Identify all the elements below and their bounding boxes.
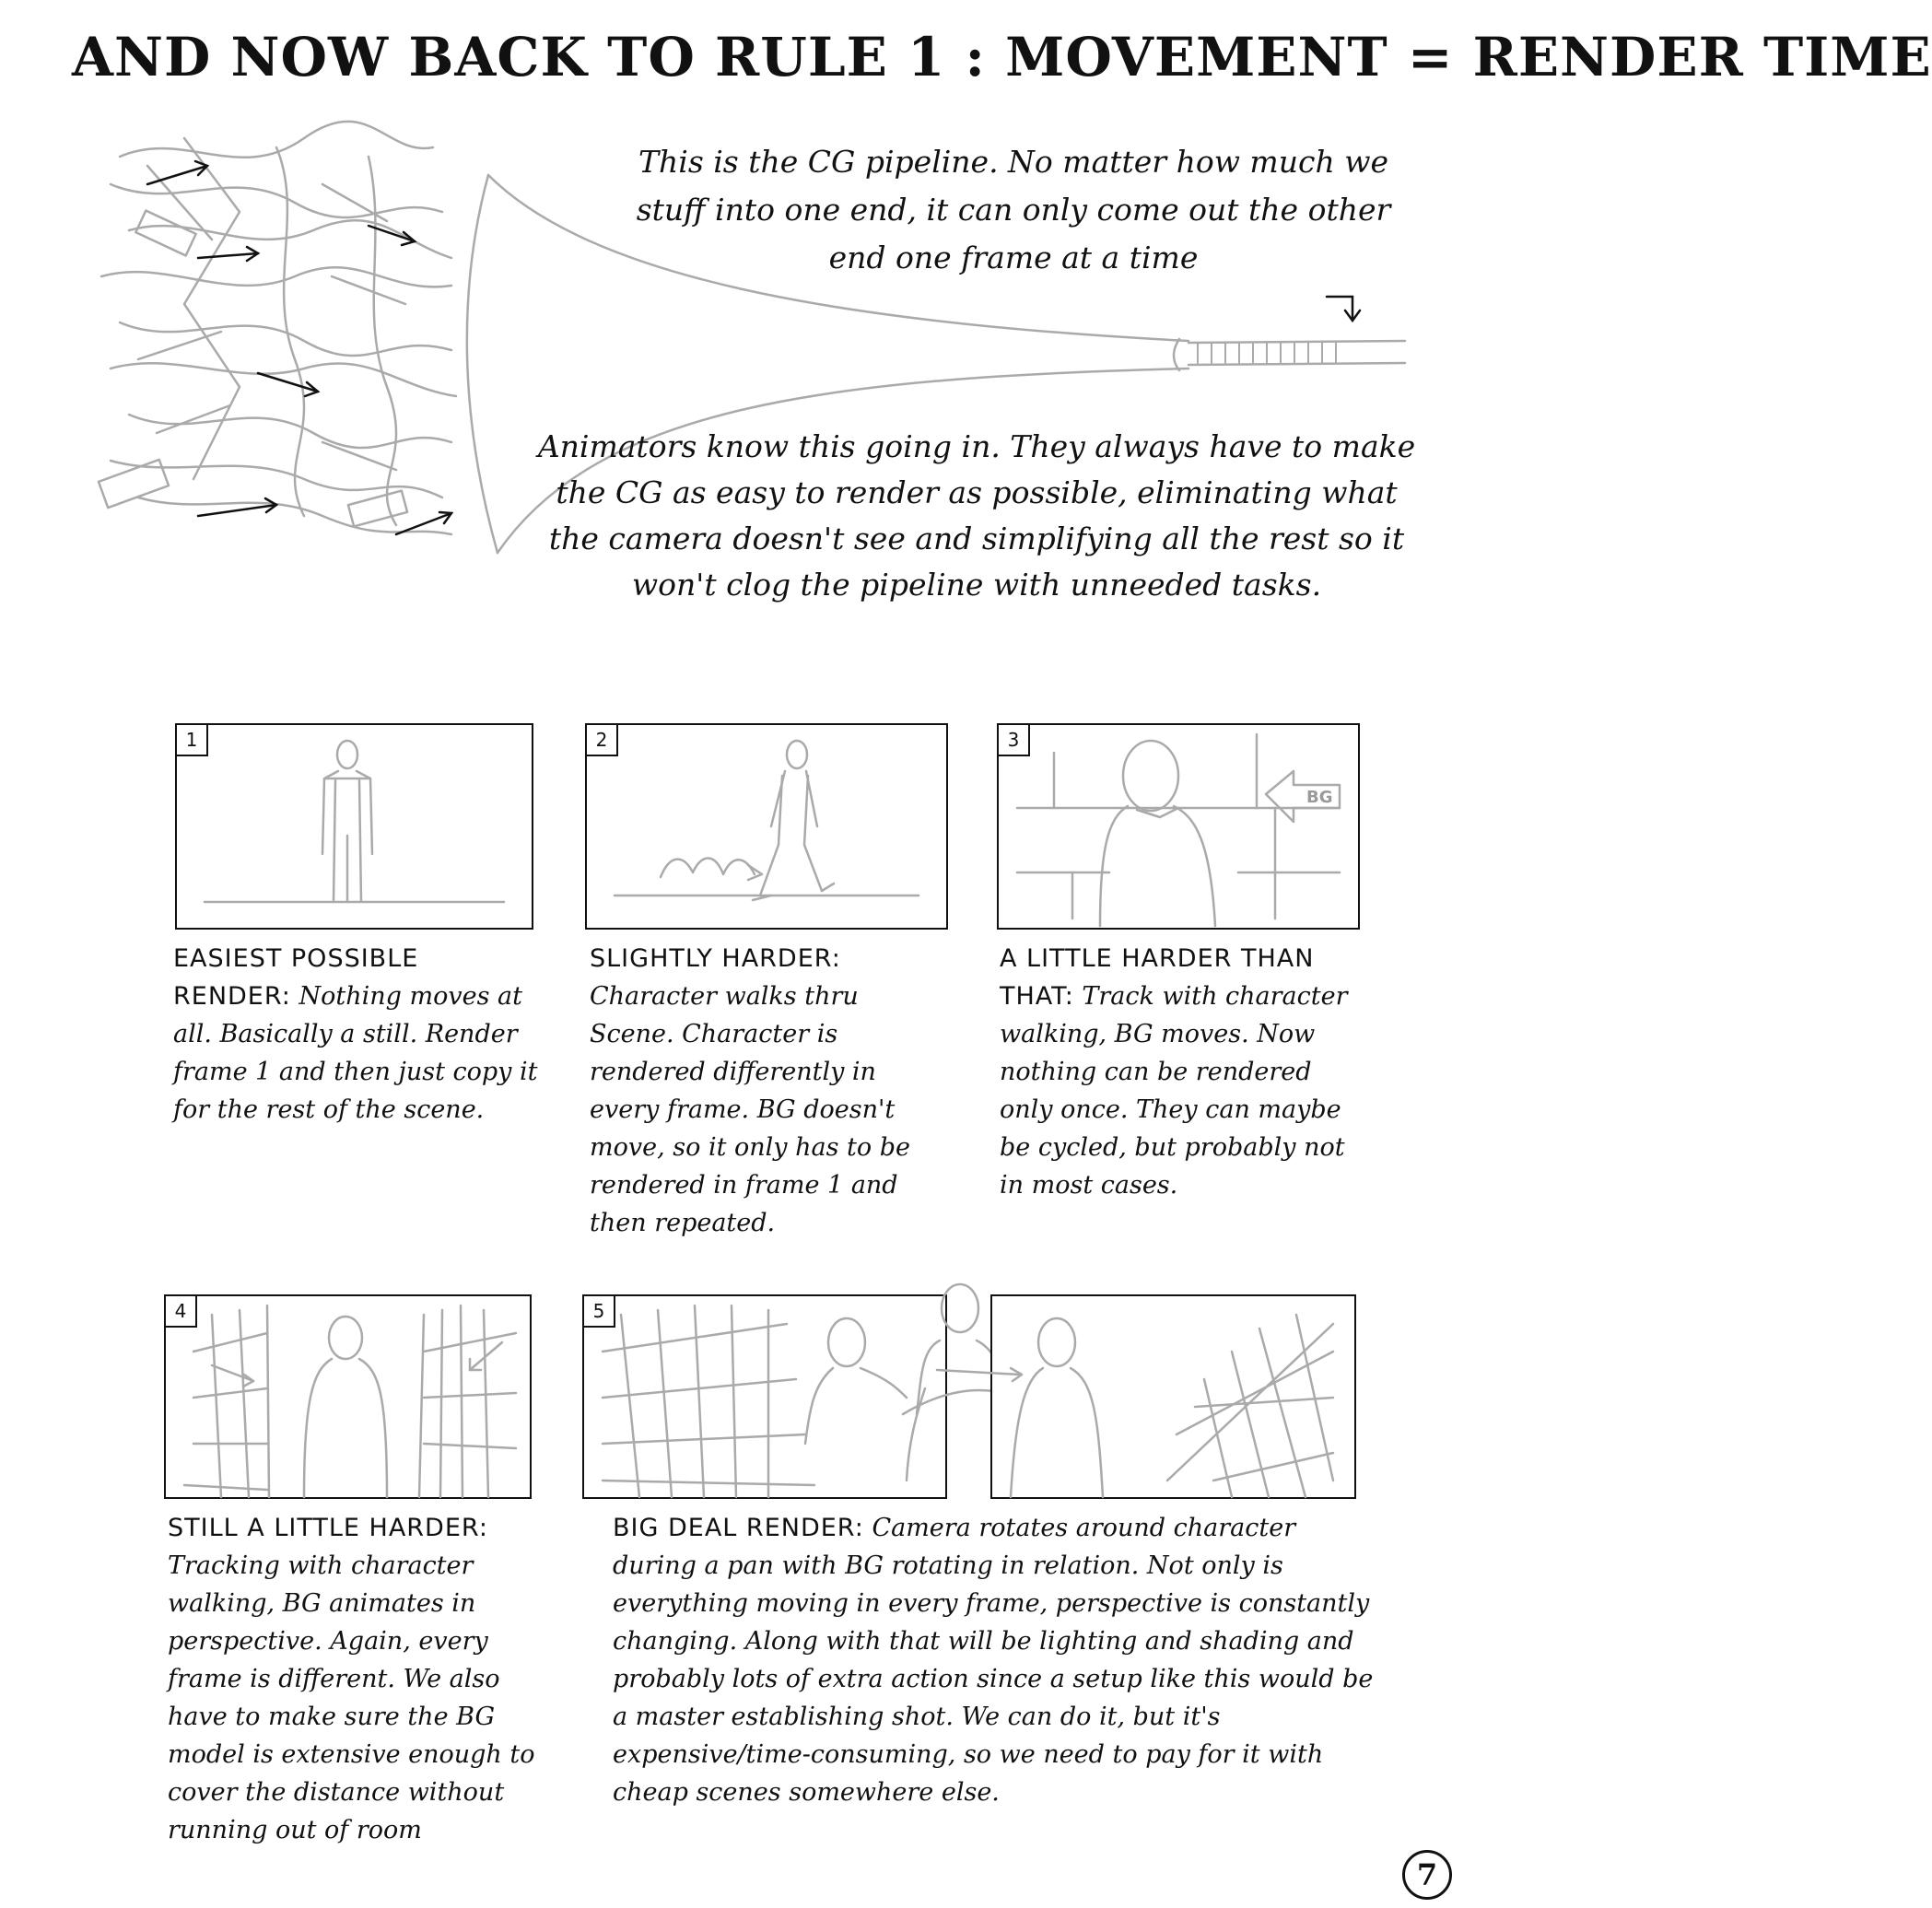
caption-body: Track with character walking, BG moves. Now nothing can be rendered only once. They can maybe be cycled, but probably not in most cases. xyxy=(1000,982,1348,1200)
caption-panel-5 xyxy=(613,1509,1377,1811)
storyboard-panel-2 xyxy=(585,723,948,930)
panel-number: 3 xyxy=(999,725,1030,756)
caption-heading: BIG DEAL RENDER: xyxy=(613,1514,864,1542)
storyboard-panel-3 xyxy=(997,723,1360,930)
storyboard-panel-1 xyxy=(175,723,533,930)
panel-3-sketch xyxy=(999,725,1358,928)
storyboard-panel-5b xyxy=(990,1294,1356,1499)
panel-5a-sketch xyxy=(584,1296,945,1497)
caption-panel-2 xyxy=(590,940,949,1242)
panel-2-sketch xyxy=(587,725,946,928)
panel-number: 1 xyxy=(177,725,208,756)
panel-1-sketch xyxy=(177,725,532,928)
page-title: AND NOW BACK TO RULE 1 : MOVEMENT = RENDER TIME xyxy=(72,26,1932,88)
storyboard-panel-4 xyxy=(164,1294,532,1499)
pipeline-description: This is the CG pipeline. No matter how much we stuff into one end, it can only come out the other end one frame at a time xyxy=(636,144,1391,275)
caption-panel-4 xyxy=(168,1509,545,1849)
caption-heading: A LITTLE HARDER THAN THAT: xyxy=(1000,944,1315,1011)
panel-5b-sketch xyxy=(992,1296,1354,1497)
caption-heading: EASIEST POSSIBLE RENDER: xyxy=(173,944,419,1011)
panel-number: 4 xyxy=(166,1296,197,1328)
panel-4-sketch xyxy=(166,1296,530,1497)
animators-description: Animators know this going in. They always have to make the CG as easy to render as possible, eliminating what the camera doesn't see and simplifying all the rest so it won't clog the pipeline with unneeded tasks. xyxy=(537,428,1416,603)
bg-label: BG xyxy=(1306,788,1333,807)
caption-body: Nothing moves at all. Basically a still. Render frame 1 and then just copy it for the rest of the scene. xyxy=(173,982,538,1124)
pipe-film-ticks xyxy=(1198,343,1336,363)
caption-heading: STILL A LITTLE HARDER: xyxy=(168,1514,488,1542)
panel-number: 5 xyxy=(584,1296,615,1328)
caption-body: Camera rotates around character during a pan with BG rotating in relation. Not only is everything moving in every frame, perspective is constantly changing. Along with that will be lighting and shading and probably lots of extra action since a setup like this would be a master establishing shot. We can do it, but it's expensive/time-consuming, so we need to pay for it with cheap scenes somewhere else. xyxy=(613,1514,1374,1807)
panel-number: 2 xyxy=(587,725,618,756)
page-number: 7 xyxy=(1402,1850,1452,1900)
caption-heading: SLIGHTLY HARDER: xyxy=(590,944,841,973)
caption-panel-1 xyxy=(173,940,542,1129)
storyboard-panel-5a xyxy=(582,1294,947,1499)
caption-panel-3 xyxy=(1000,940,1368,1204)
caption-body: Character walks thru Scene. Character is rendered differently in every frame. BG doesn't move, so it only has to be rendered in frame 1 and then repeated. xyxy=(590,982,911,1237)
caption-body: Tracking with character walking, BG animates in perspective. Again, every frame is different. We also have to make sure the BG model is extensive enough to cover the distance without running out of room xyxy=(168,1551,535,1844)
